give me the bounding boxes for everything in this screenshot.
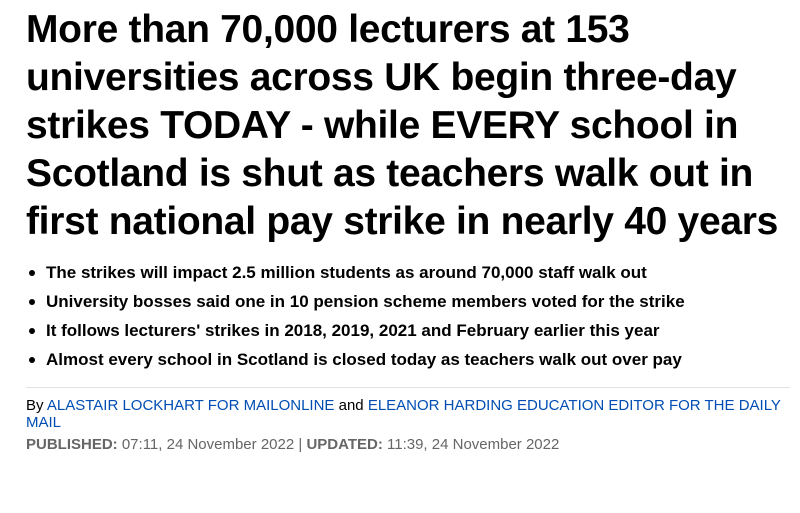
updated-label: UPDATED:	[306, 436, 383, 453]
article-summary-bullets	[26, 258, 790, 374]
summary-bullet-text: University bosses said one in 10 pension scheme members voted for the strike	[46, 292, 685, 311]
article-byline	[26, 397, 790, 431]
summary-bullet	[26, 345, 790, 374]
byline-prefix: By	[26, 397, 44, 414]
summary-bullet-text: The strikes will impact 2.5 million students as around 70,000 staff walk out	[46, 263, 647, 282]
bullet-dot-icon	[29, 357, 35, 363]
byline-divider	[26, 387, 790, 388]
summary-bullet	[26, 258, 790, 287]
article-headline: More than 70,000 lecturers at 153 universities across UK begin three-day strikes TODAY - while EVERY school in Scotland is shut as teachers walk out in first national pay strike in nearly 40 years	[26, 8, 778, 243]
summary-bullet	[26, 316, 790, 345]
author-link-alastair-lockhart[interactable]: ALASTAIR LOCKHART FOR MAILONLINE	[46, 397, 335, 414]
bullet-dot-icon	[29, 270, 35, 276]
summary-bullet-text: It follows lecturers' strikes in 2018, 2019, 2021 and February earlier this year	[46, 321, 660, 340]
summary-bullet-text: Almost every school in Scotland is closed today as teachers walk out over pay	[46, 350, 682, 369]
byline-connector: and	[338, 397, 364, 414]
article	[26, 0, 790, 454]
published-label: PUBLISHED:	[26, 436, 118, 453]
author-link-eleanor-harding[interactable]: ELEANOR HARDING EDUCATION EDITOR FOR THE DAILY MAIL	[26, 397, 781, 431]
bullet-dot-icon	[29, 328, 35, 334]
published-timestamp: 07:11, 24 November 2022	[121, 436, 295, 453]
article-dateline	[26, 436, 790, 454]
summary-bullet	[26, 287, 790, 316]
dateline-separator: |	[298, 436, 303, 453]
updated-timestamp: 11:39, 24 November 2022	[387, 436, 560, 453]
bullet-dot-icon	[29, 299, 35, 305]
